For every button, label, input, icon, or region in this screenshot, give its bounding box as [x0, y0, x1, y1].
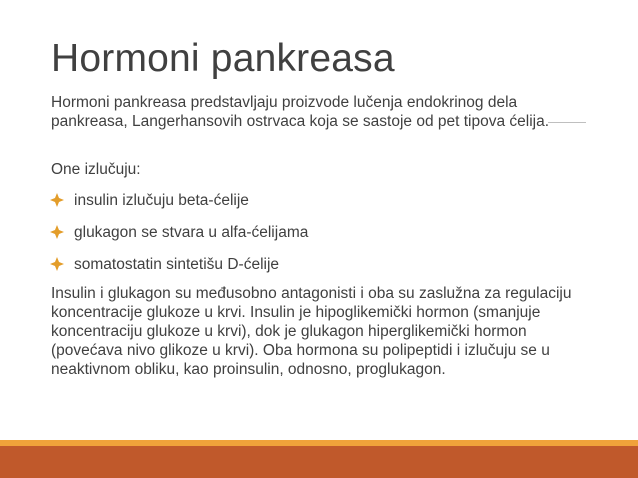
summary-paragraph: Insulin i glukagon su međusobno antagonisti i oba su zaslužna za regulaciju koncentracije glukoze u krvi. Insulin je hipoglikemički hormon (smanjuje koncentraciju glukoze u krvi), dok je glukagon hiperglikemički hormon (povećava nivo glikoze u krvi). Oba hormona su polipeptidi i izlučuju se u neaktivnom obliku, kao proinsulin, odnosno, proglukagon.	[51, 285, 572, 378]
bullet-text: glukagon se stvara u alfa-ćelijama	[74, 224, 309, 241]
diamond-bullet-icon	[50, 193, 64, 207]
bullet-text: insulin izlučuju beta-ćelije	[74, 192, 249, 209]
footer-band	[0, 446, 638, 478]
bullet-item	[50, 223, 308, 242]
slide-title: Hormoni pankreasa	[51, 37, 395, 80]
diamond-bullet-icon	[50, 225, 64, 239]
bullet-text: somatostatin sintetišu D-ćelije	[74, 256, 280, 273]
diamond-bullet-icon	[50, 257, 64, 271]
intro-paragraph: Hormoni pankreasa predstavljaju proizvode lučenja endokrinog dela pankreasa, Langerhansovih ostrvaca koja se sastoje od pet tipova ćelija.	[51, 94, 550, 130]
bullet-item	[50, 255, 279, 274]
bullet-item	[50, 191, 249, 210]
list-intro-text: One izlučuju:	[51, 161, 141, 178]
